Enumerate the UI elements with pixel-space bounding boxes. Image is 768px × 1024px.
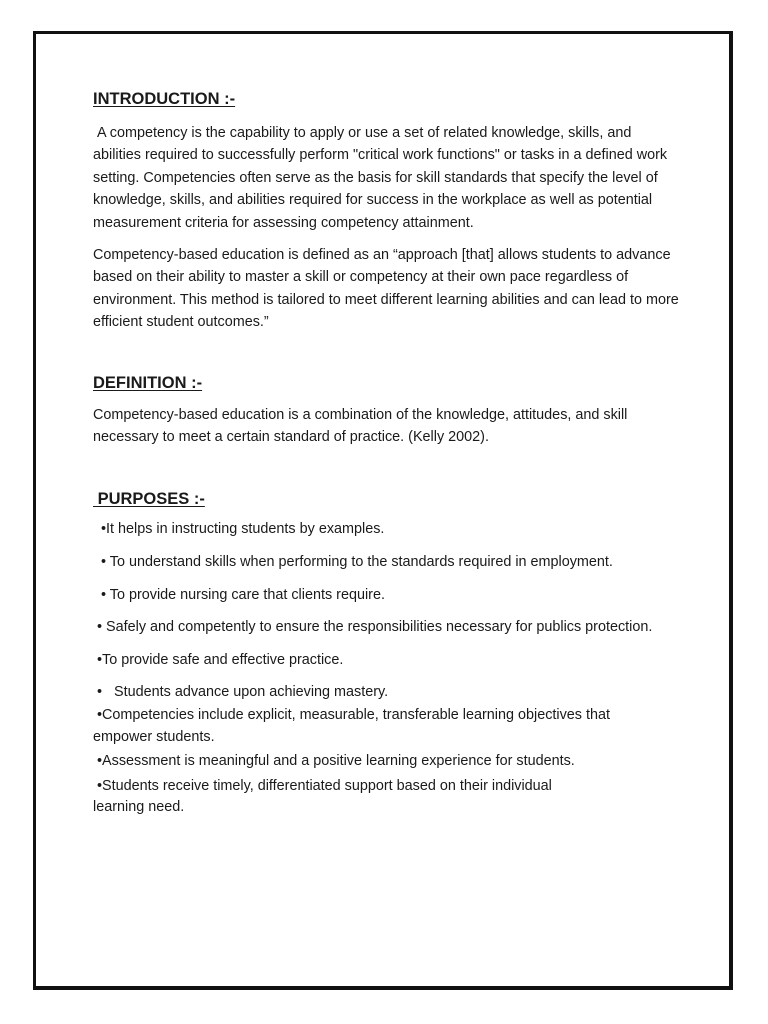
- definition-paragraph: Competency-based education is a combination of the knowledge, attitudes, and skill necessary to meet a certain standard of practice. (Kelly 2002).: [93, 406, 628, 446]
- introduction-paragraph-2: Competency-based education is defined as an “approach [that] allows students to advance based on their ability to master a skill or competency at their own pace regardless of environment. This method is tailored to meet different learning abilities and can lead to more efficient student outcomes.”: [93, 247, 679, 331]
- purpose-item-1: •It helps in instructing students by examples.: [93, 521, 385, 538]
- purposes-heading: PURPOSES :-: [93, 490, 205, 509]
- document-body: [93, 88, 683, 819]
- purpose-item-3: • To provide nursing care that clients require.: [93, 586, 385, 603]
- introduction-heading: INTRODUCTION :-: [93, 90, 236, 108]
- purpose-item-6: • Students advance upon achieving mastery.: [93, 684, 389, 701]
- purpose-item-8: •Assessment is meaningful and a positive learning experience for students.: [93, 753, 575, 770]
- definition-heading: DEFINITION :-: [93, 373, 203, 392]
- purpose-item-7: •Competencies include explicit, measurable, transferable learning objectives that empower students.: [93, 707, 614, 745]
- introduction-paragraph-1: A competency is the capability to apply or use a set of related knowledge, skills, and abilities required to successfully perform "critical work functions" or tasks in a defined work setting. Competencies often serve as the basis for skill standards that specify the level of knowledge, skills, and abilities required for success in the workplace as well as potential measurement criteria for assessing competency attainment.: [93, 125, 672, 231]
- purpose-item-2: • To understand skills when performing to the standards required in employment.: [93, 554, 613, 571]
- purpose-item-4: • Safely and competently to ensure the responsibilities necessary for publics protection.: [93, 619, 653, 636]
- purpose-item-5: •To provide safe and effective practice.: [93, 651, 344, 668]
- purpose-item-9: •Students receive timely, differentiated support based on their individual learning need.: [93, 777, 556, 816]
